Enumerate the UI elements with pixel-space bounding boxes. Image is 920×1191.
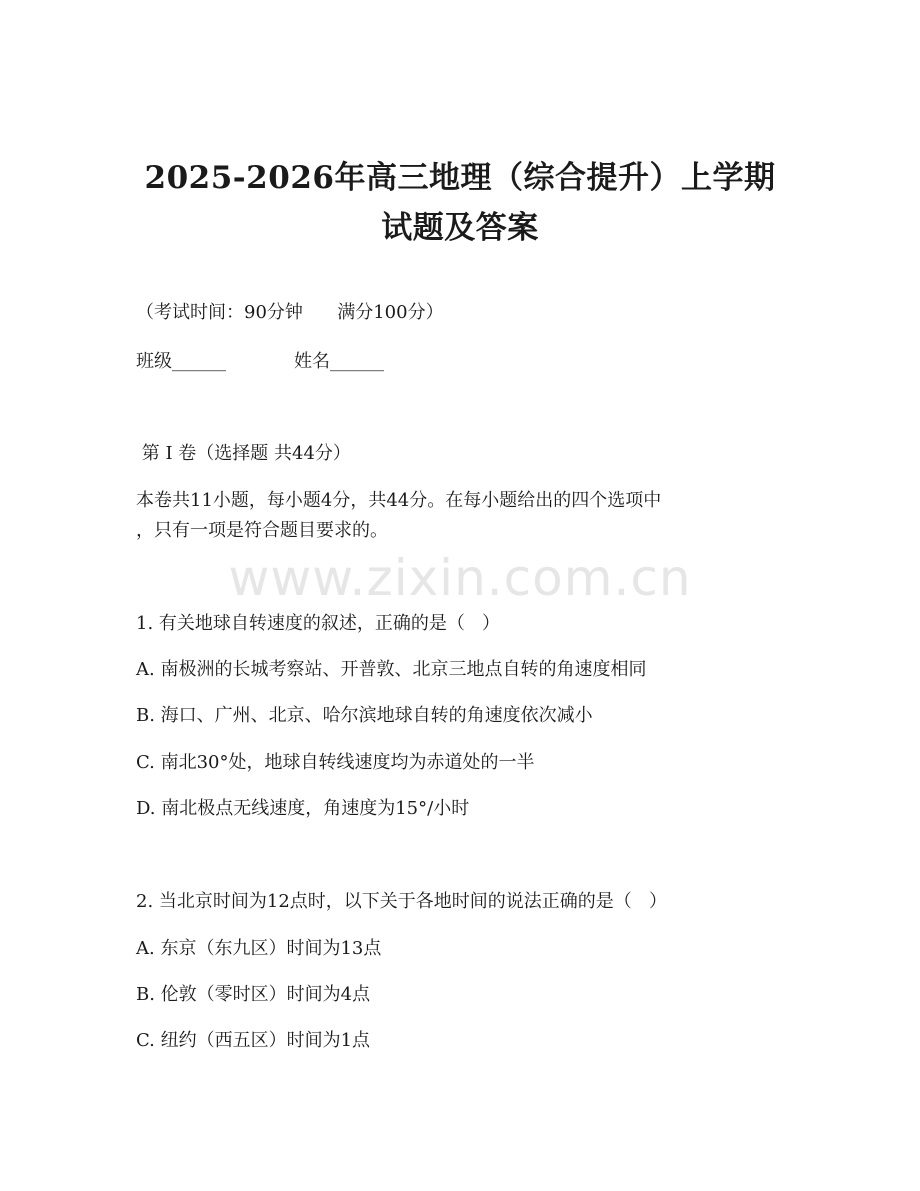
section-heading: 第 I 卷（选择题 共44分） (136, 443, 351, 464)
question-2-option-b: B. 伦敦（零时区）时间为4点 (136, 984, 371, 1005)
question-1-option-a: A. 南极洲的长城考察站、开普敦、北京三地点自转的角速度相同 (136, 659, 647, 680)
section-instructions-line-1: 本卷共11小题，每小题4分，共44分。在每小题给出的四个选项中 (136, 490, 662, 511)
question-2-option-a: A. 东京（东九区）时间为13点 (136, 938, 382, 959)
question-1-option-c: C. 南北30°处，地球自转线速度均为赤道处的一半 (136, 752, 535, 773)
document-title-line-1: 2025-2026年高三地理（综合提升）上学期 (144, 160, 776, 196)
name-field-label: 姓名______ (294, 351, 384, 372)
question-1-option-b: B. 海口、广州、北京、哈尔滨地球自转的角速度依次减小 (136, 705, 593, 726)
question-1-option-d: D. 南北极点无线速度，角速度为15°/小时 (136, 798, 470, 819)
question-2-option-c: C. 纽约（西五区）时间为1点 (136, 1030, 371, 1051)
exam-info: （考试时间：90分钟 满分100分） (136, 302, 444, 323)
question-2-stem: 2. 当北京时间为12点时，以下关于各地时间的说法正确的是（ ） (136, 891, 667, 912)
document-title-line-2: 试题及答案 (381, 210, 539, 246)
question-1-stem: 1. 有关地球自转速度的叙述，正确的是（ ） (136, 613, 501, 634)
site-watermark: www.zixin.com.cn (228, 549, 692, 607)
section-instructions-line-2: ，只有一项是符合题目要求的。 (136, 520, 388, 541)
class-field-label: 班级______ (136, 351, 226, 372)
